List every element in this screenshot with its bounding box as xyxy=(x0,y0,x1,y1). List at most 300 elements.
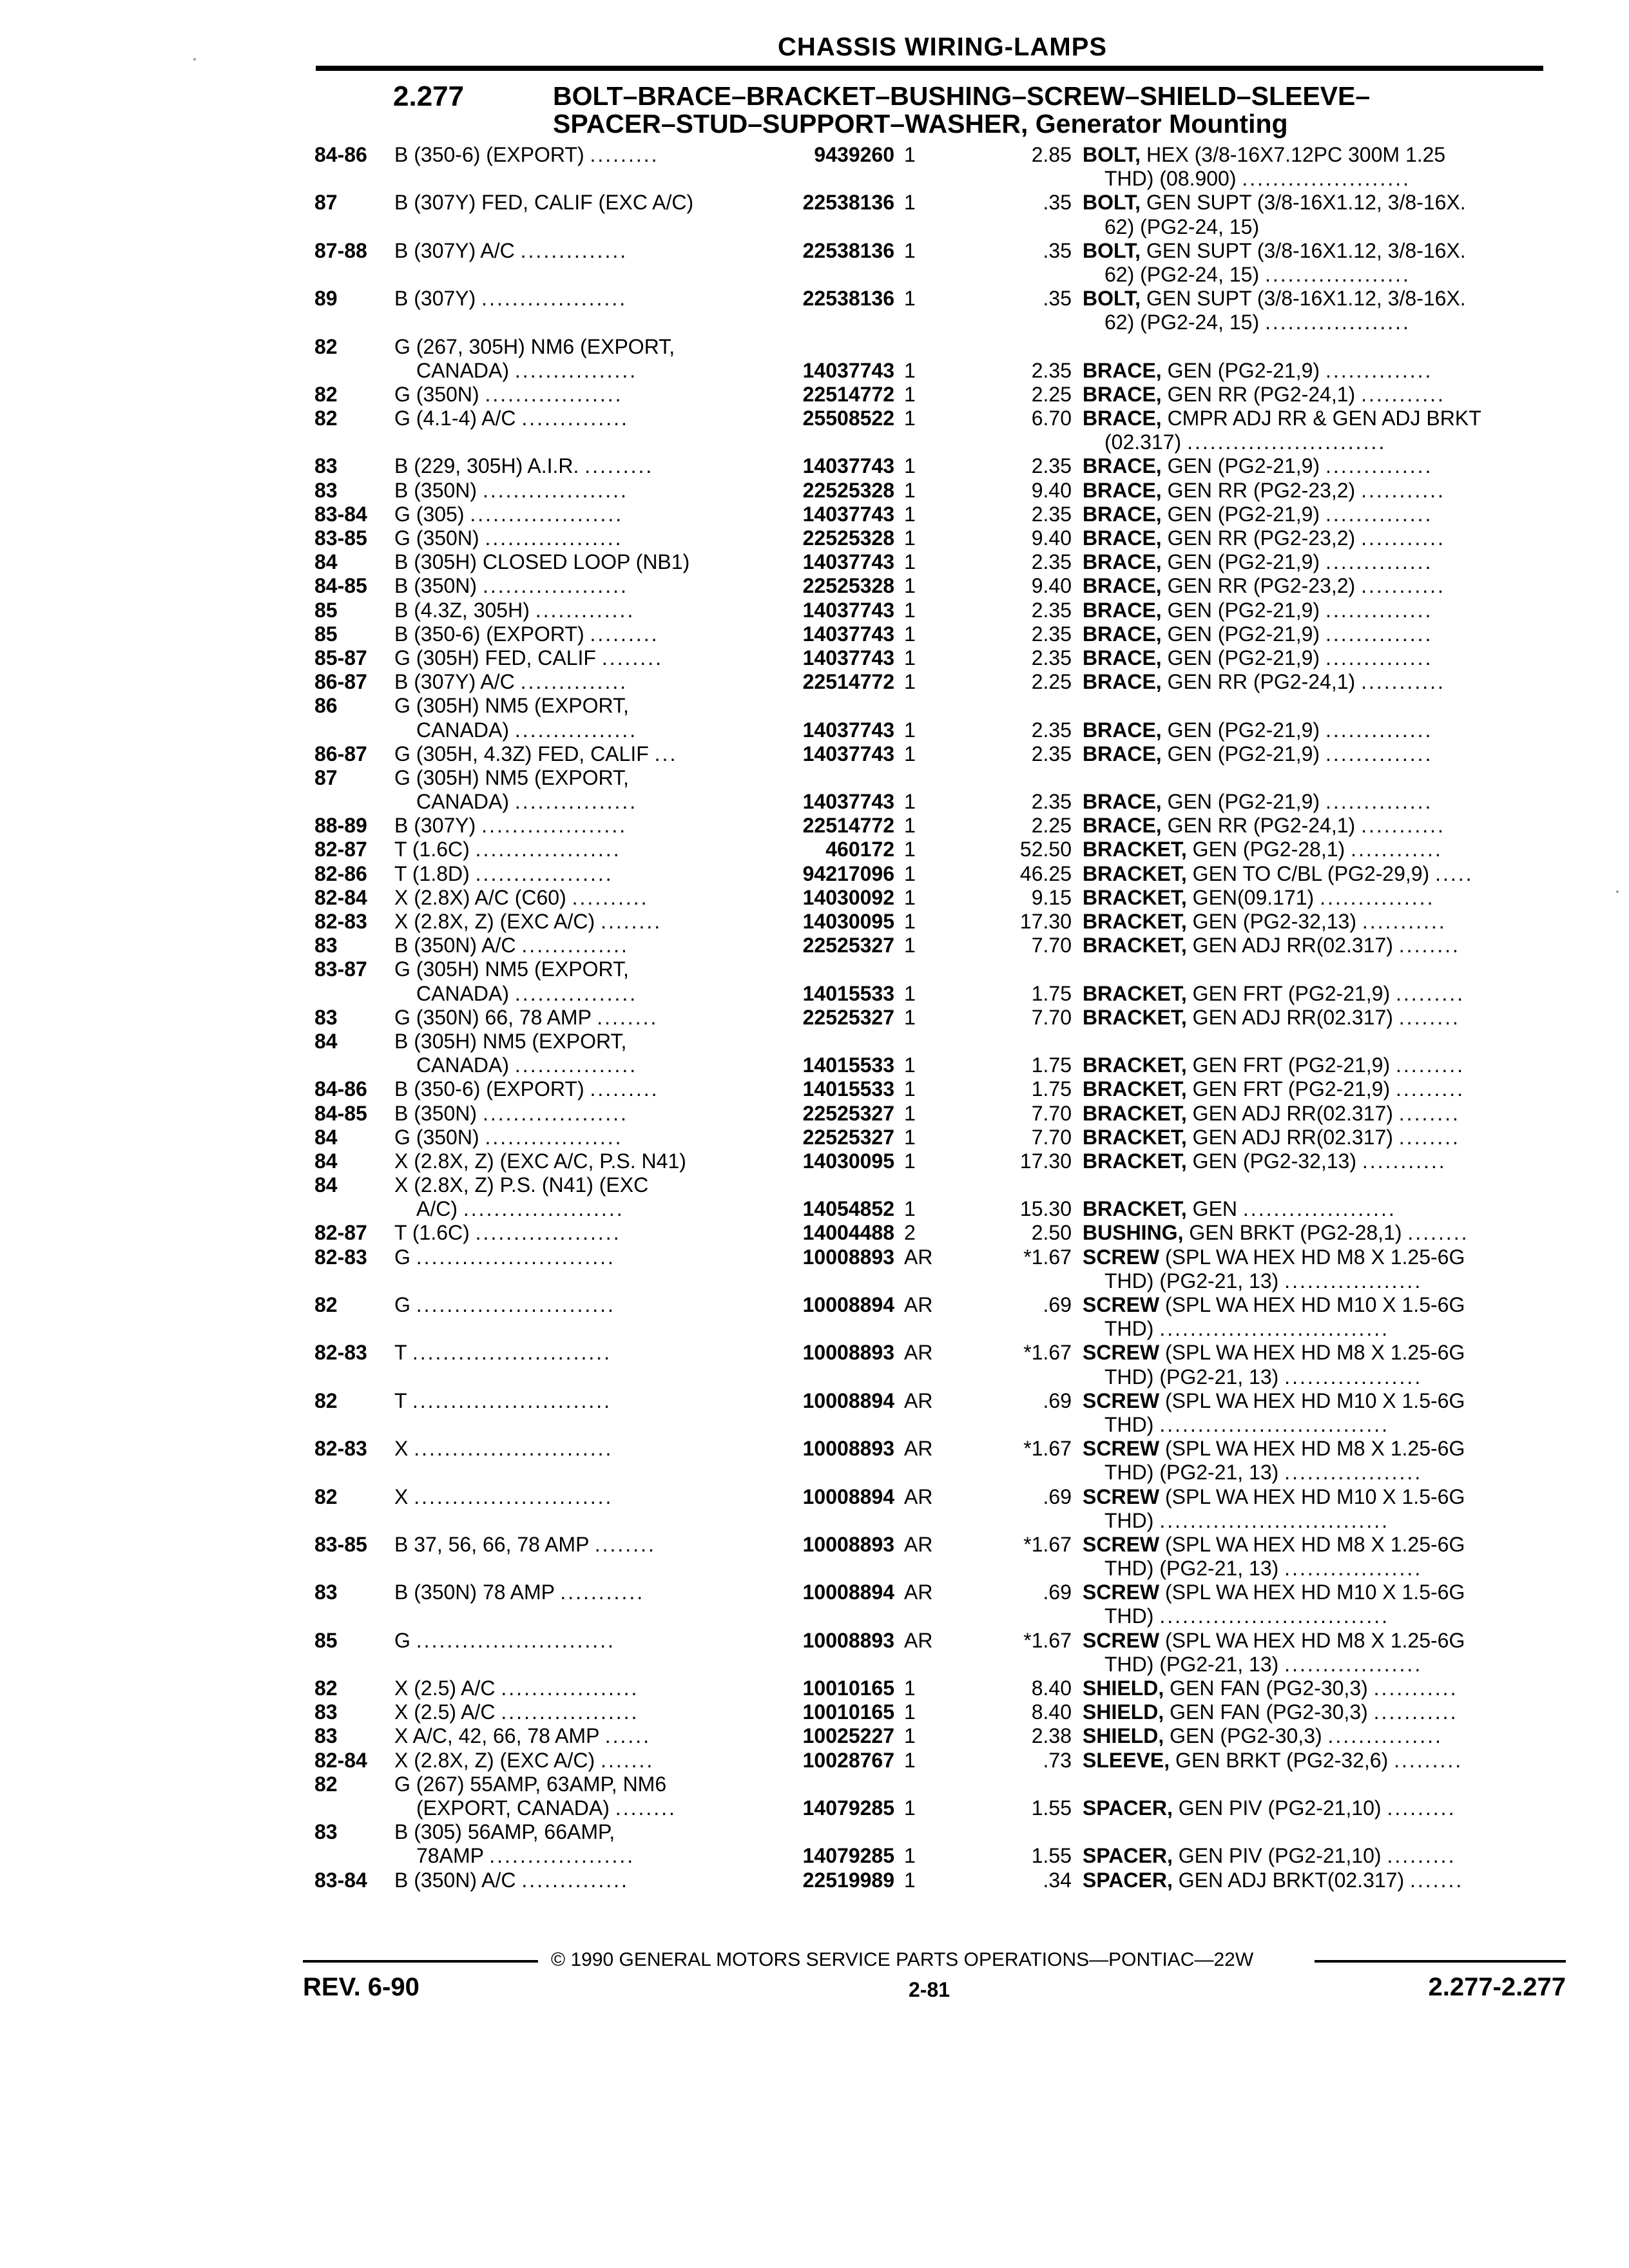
description-cell xyxy=(1083,479,1547,503)
description-cell xyxy=(1083,167,1568,191)
application-cell xyxy=(394,1102,1065,1126)
dot-leader: ................ xyxy=(514,790,638,814)
application-text: B (305) 56AMP, 66AMP, xyxy=(394,1820,615,1844)
description-cell xyxy=(1083,1126,1547,1149)
application-cell xyxy=(394,1341,1065,1365)
dot-leader: .............. xyxy=(1325,454,1433,478)
application-cell xyxy=(394,479,1065,503)
part-number-cell: 14030095 xyxy=(753,1149,894,1173)
year-cell: 84-85 xyxy=(314,574,367,598)
table-row xyxy=(314,1724,1547,1748)
part-number-cell: 14030095 xyxy=(753,910,894,934)
dot-leader: ......... xyxy=(590,1077,659,1101)
description-cell xyxy=(1083,454,1547,478)
table-row xyxy=(314,622,1547,646)
part-name: BRACE, xyxy=(1083,574,1162,598)
year-cell: 84-86 xyxy=(314,1077,367,1101)
application-text: T (1.6C) xyxy=(394,1221,476,1245)
section-title-line1: BOLT–BRACE–BRACKET–BUSHING–SCREW–SHIELD–SLEEVE– xyxy=(553,81,1371,111)
price-cell: 2.35 xyxy=(1031,646,1072,669)
description-text: GEN BRKT (PG2-28,1) xyxy=(1183,1221,1408,1245)
part-number-cell: 10010165 xyxy=(753,1677,894,1700)
table-row xyxy=(314,766,1547,790)
part-name: BOLT, xyxy=(1083,191,1141,215)
page-title: CHASSIS WIRING-LAMPS xyxy=(777,33,1108,61)
description-text: GEN (PG2-21,9) xyxy=(1161,790,1325,814)
part-number-cell: 22514772 xyxy=(753,814,894,838)
application-text: G (350N) xyxy=(394,1125,485,1149)
application-text: G (305H) NM5 (EXPORT, xyxy=(394,957,629,981)
description-text: GEN (PG2-21,9) xyxy=(1161,454,1325,478)
footer-rule-left xyxy=(303,1960,538,1963)
description-cell xyxy=(1083,239,1547,263)
description-cell xyxy=(1083,838,1547,861)
description-text: GEN PIV (PG2-21,10) xyxy=(1172,1844,1387,1868)
quantity-cell: 1 xyxy=(904,1844,916,1868)
quantity-cell: 1 xyxy=(904,1700,916,1724)
quantity-cell: AR xyxy=(904,1245,933,1269)
price-cell: 1.75 xyxy=(1031,1077,1072,1101)
year-cell: 86-87 xyxy=(314,670,367,694)
table-row xyxy=(314,1197,1547,1221)
description-text: THD) (PG2-21, 13) xyxy=(1104,1557,1285,1581)
description-text: (SPL WA HEX HD M10 X 1.5-6G xyxy=(1159,1581,1465,1604)
description-text: GEN SUPT (3/8-16X1.12, 3/8-16X. xyxy=(1141,191,1466,215)
part-name: BRACE, xyxy=(1083,742,1162,765)
description-text: GEN FAN (PG2-30,3) xyxy=(1164,1700,1374,1724)
year-cell: 83-85 xyxy=(314,1532,367,1556)
year-cell: 82-83 xyxy=(314,1437,367,1461)
application-text: G xyxy=(394,1628,416,1652)
dot-leader: ........... xyxy=(1362,1149,1447,1173)
dot-leader: ................... xyxy=(475,1221,621,1245)
description-cell xyxy=(1083,383,1547,407)
description-cell xyxy=(1083,718,1547,742)
quantity-cell: 1 xyxy=(904,1748,916,1772)
quantity-cell: 1 xyxy=(904,1077,916,1101)
description-text: GEN ADJ BRKT(02.317) xyxy=(1172,1868,1410,1892)
price-cell: .73 xyxy=(1043,1748,1072,1772)
year-cell: 82 xyxy=(314,1389,338,1412)
price-cell: 2.35 xyxy=(1031,550,1072,574)
year-cell: 83-84 xyxy=(314,1868,367,1892)
dot-leader: ................... xyxy=(481,287,628,311)
application-cell xyxy=(394,1221,1065,1245)
application-cell xyxy=(394,407,1065,430)
table-row xyxy=(314,335,1547,359)
description-text: THD) (PG2-21, 13) xyxy=(1104,1461,1285,1485)
year-cell: 89 xyxy=(314,287,338,311)
part-name: BRACE, xyxy=(1083,646,1162,669)
part-name: SHIELD, xyxy=(1083,1700,1164,1724)
dot-leader: .............. xyxy=(1325,790,1433,814)
description-cell xyxy=(1083,1844,1547,1868)
table-row xyxy=(314,503,1547,526)
description-cell xyxy=(1083,742,1547,766)
description-text: (SPL WA HEX HD M8 X 1.25-6G xyxy=(1159,1437,1465,1461)
description-text: GEN (PG2-21,9) xyxy=(1161,622,1325,646)
part-name: SPACER, xyxy=(1083,1868,1173,1892)
dot-leader: ................... xyxy=(481,814,628,838)
part-number-cell: 10008894 xyxy=(753,1581,894,1604)
part-number-cell: 14004488 xyxy=(753,1221,894,1245)
description-cell xyxy=(1083,1485,1547,1509)
price-cell: 2.35 xyxy=(1031,622,1072,646)
part-number-cell: 22525328 xyxy=(753,526,894,550)
table-row xyxy=(314,599,1547,622)
year-cell: 85 xyxy=(314,1628,338,1652)
quantity-cell: AR xyxy=(904,1293,933,1316)
price-cell: 2.50 xyxy=(1031,1221,1072,1245)
part-name: BRACKET, xyxy=(1083,910,1187,933)
price-cell: .69 xyxy=(1043,1293,1072,1316)
description-text: GEN BRKT (PG2-32,6) xyxy=(1170,1748,1394,1772)
part-number-cell: 22514772 xyxy=(753,383,894,407)
part-name: SCREW xyxy=(1083,1532,1160,1556)
application-cell xyxy=(394,526,1065,550)
dot-leader: ........ xyxy=(597,1005,659,1029)
description-text: (SPL WA HEX HD M8 X 1.25-6G xyxy=(1159,1245,1465,1269)
year-cell: 82 xyxy=(314,407,338,430)
part-number-cell: 22519989 xyxy=(753,1869,894,1892)
application-text: B (307Y) A/C xyxy=(394,238,521,262)
application-cell xyxy=(394,1293,1065,1317)
part-name: BOLT, xyxy=(1083,238,1141,262)
dot-leader: .......... xyxy=(572,885,649,909)
description-cell xyxy=(1083,910,1547,934)
part-name: SCREW xyxy=(1083,1628,1160,1652)
application-cell xyxy=(394,1437,1065,1461)
application-cell xyxy=(394,1485,1065,1509)
dot-leader: ........... xyxy=(560,1581,645,1604)
application-cell xyxy=(394,910,1065,934)
price-cell: 2.85 xyxy=(1031,143,1072,166)
application-text: B (350N) xyxy=(394,574,483,598)
quantity-cell: 1 xyxy=(904,191,916,215)
dot-leader: ............... xyxy=(1327,1724,1443,1748)
quantity-cell: 1 xyxy=(904,861,916,885)
application-cell xyxy=(394,1533,1065,1557)
dot-leader: ............ xyxy=(1351,838,1443,861)
dot-leader: .............................. xyxy=(1159,1412,1390,1436)
price-cell: *1.67 xyxy=(1023,1437,1072,1461)
part-name: SCREW xyxy=(1083,1485,1160,1508)
application-cell xyxy=(394,239,1065,263)
part-number-cell: 14015533 xyxy=(753,1053,894,1077)
price-cell: .69 xyxy=(1043,1581,1072,1604)
part-number-cell: 14037743 xyxy=(753,622,894,646)
year-cell: 88-89 xyxy=(314,814,367,838)
dot-leader: .................. xyxy=(485,1125,623,1149)
description-text: GEN RR (PG2-24,1) xyxy=(1161,814,1362,838)
description-text: THD) xyxy=(1104,1317,1160,1341)
price-cell: 1.55 xyxy=(1031,1844,1072,1868)
year-cell: 87-88 xyxy=(314,238,367,262)
application-text: (EXPORT, CANADA) xyxy=(416,1796,615,1820)
year-cell: 84 xyxy=(314,1029,338,1053)
table-row xyxy=(314,1341,1547,1365)
copyright-notice: © 1990 GENERAL MOTORS SERVICE PARTS OPERATIONS—PONTIAC—22W xyxy=(551,1949,1254,1970)
quantity-cell: 1 xyxy=(904,934,916,957)
application-cell xyxy=(394,934,1065,957)
price-cell: 2.35 xyxy=(1031,358,1072,382)
price-cell: 1.75 xyxy=(1031,981,1072,1005)
description-text: GEN xyxy=(1186,1197,1243,1221)
table-row xyxy=(314,1677,1547,1700)
dot-leader: ........... xyxy=(1362,910,1447,933)
dot-leader: .............. xyxy=(521,407,629,430)
part-name: BRACE, xyxy=(1083,358,1162,382)
application-text: G (4.1-4) A/C xyxy=(394,407,522,430)
table-row xyxy=(314,1006,1547,1030)
quantity-cell: AR xyxy=(904,1581,933,1604)
application-cell xyxy=(394,1700,1065,1724)
description-cell xyxy=(1083,1461,1568,1485)
year-cell: 83 xyxy=(314,1724,338,1748)
description-cell xyxy=(1083,287,1547,311)
quantity-cell: 1 xyxy=(904,1724,916,1748)
application-text: 78AMP xyxy=(416,1844,490,1868)
dot-leader: ......... xyxy=(1396,1077,1465,1101)
application-text: B (350N) xyxy=(394,478,483,502)
table-row xyxy=(314,1749,1547,1773)
application-text: B (4.3Z, 305H) xyxy=(394,598,535,622)
table-row xyxy=(314,1293,1547,1317)
part-number-cell: 14079285 xyxy=(753,1796,894,1820)
application-cell xyxy=(394,335,1065,359)
parts-table xyxy=(314,143,1547,1892)
application-text: X xyxy=(394,1437,414,1461)
dot-leader: ................ xyxy=(514,718,638,742)
description-text: (SPL WA HEX HD M10 X 1.5-6G xyxy=(1159,1389,1465,1412)
application-text: CANADA) xyxy=(416,358,515,382)
table-row xyxy=(314,862,1547,886)
description-text: THD) (PG2-21, 13) xyxy=(1104,1652,1285,1676)
price-cell: 52.50 xyxy=(1019,838,1072,861)
table-row xyxy=(314,934,1547,957)
description-text: GEN (PG2-21,9) xyxy=(1161,550,1325,574)
dot-leader: .................. xyxy=(1284,1557,1423,1581)
description-cell xyxy=(1083,1677,1547,1700)
year-cell: 84 xyxy=(314,1149,338,1173)
dot-leader: .......................... xyxy=(1187,430,1387,454)
description-cell xyxy=(1083,1437,1547,1461)
application-cell xyxy=(394,1149,1065,1173)
application-cell xyxy=(394,1173,1065,1197)
table-row xyxy=(314,790,1547,814)
quantity-cell: 1 xyxy=(904,718,916,742)
dot-leader: ................... xyxy=(475,838,621,861)
price-cell: 2.38 xyxy=(1031,1724,1072,1748)
part-name: BOLT, xyxy=(1083,287,1141,311)
table-row xyxy=(314,359,1547,383)
section-title-suffix: Generator Mounting xyxy=(1028,109,1288,139)
description-text: GEN FRT (PG2-21,9) xyxy=(1186,1077,1396,1101)
dot-leader: .......................... xyxy=(412,1389,612,1412)
part-name: BRACE, xyxy=(1083,790,1162,814)
price-cell: 8.40 xyxy=(1031,1700,1072,1724)
price-cell: 46.25 xyxy=(1019,861,1072,885)
part-name: BRACE, xyxy=(1083,598,1162,622)
price-cell: 6.70 xyxy=(1031,407,1072,430)
application-cell xyxy=(394,1077,1065,1101)
application-text: G (305H) NM5 (EXPORT, xyxy=(394,694,629,718)
quantity-cell: 2 xyxy=(904,1221,916,1245)
quantity-cell: 1 xyxy=(904,526,916,550)
part-number-cell: 10008894 xyxy=(753,1293,894,1317)
description-text: (SPL WA HEX HD M8 X 1.25-6G xyxy=(1159,1341,1465,1365)
quantity-cell: 1 xyxy=(904,742,916,765)
year-cell: 82-87 xyxy=(314,838,367,861)
section-heading xyxy=(316,82,1543,142)
year-cell: 83 xyxy=(314,1700,338,1724)
part-number-cell: 22525327 xyxy=(753,1126,894,1149)
description-text: GEN (PG2-32,13) xyxy=(1186,1149,1362,1173)
dot-leader: ........ xyxy=(1407,1221,1469,1245)
table-row xyxy=(314,1413,1547,1437)
table-row xyxy=(314,1557,1547,1581)
dot-leader: ......... xyxy=(584,454,654,478)
price-cell: 2.35 xyxy=(1031,718,1072,742)
dot-leader: ......... xyxy=(1394,1748,1463,1772)
description-text: GEN (PG2-30,3) xyxy=(1164,1724,1328,1748)
application-cell xyxy=(394,1677,1065,1700)
quantity-cell: 1 xyxy=(904,1149,916,1173)
table-row xyxy=(314,1844,1547,1868)
price-cell: 7.70 xyxy=(1031,934,1072,957)
quantity-cell: 1 xyxy=(904,598,916,622)
application-cell xyxy=(394,1724,1065,1748)
table-row xyxy=(314,814,1547,838)
price-cell: 8.40 xyxy=(1031,1677,1072,1700)
table-row xyxy=(314,1629,1547,1653)
description-text: THD) (08.900) xyxy=(1104,167,1242,191)
description-text: GEN (PG2-21,9) xyxy=(1161,358,1325,382)
part-number-cell: 10028767 xyxy=(753,1749,894,1773)
dot-leader: ........ xyxy=(1398,934,1460,957)
table-row xyxy=(314,1030,1547,1053)
year-cell: 82-83 xyxy=(314,1245,367,1269)
application-cell xyxy=(394,1629,1065,1653)
page-header xyxy=(316,31,1543,71)
dot-leader: .................. xyxy=(485,382,623,406)
part-number-cell: 10008893 xyxy=(753,1341,894,1365)
table-row xyxy=(314,1796,1547,1820)
application-text: T (1.8D) xyxy=(394,861,476,885)
description-cell xyxy=(1083,886,1547,910)
quantity-cell: 1 xyxy=(904,1101,916,1125)
price-cell: 2.35 xyxy=(1031,454,1072,478)
part-number-cell: 14015533 xyxy=(753,1077,894,1101)
dot-leader: ...... xyxy=(604,1724,651,1748)
table-row xyxy=(314,215,1547,239)
price-cell: 2.25 xyxy=(1031,670,1072,694)
description-text: GEN (PG2-21,9) xyxy=(1161,646,1325,669)
description-text: (SPL WA HEX HD M10 X 1.5-6G xyxy=(1159,1485,1465,1508)
description-text: THD) (PG2-21, 13) xyxy=(1104,1269,1285,1293)
year-cell: 85-87 xyxy=(314,646,367,669)
table-row xyxy=(314,1317,1547,1341)
application-cell xyxy=(394,1030,1065,1053)
description-text: GEN RR (PG2-24,1) xyxy=(1161,382,1362,406)
description-cell xyxy=(1083,574,1547,598)
description-text: (02.317) xyxy=(1104,430,1188,454)
dot-leader: ........ xyxy=(1398,1005,1460,1029)
table-row xyxy=(314,1581,1547,1604)
description-text: GEN ADJ RR(02.317) xyxy=(1186,1125,1399,1149)
table-row xyxy=(314,191,1547,215)
application-cell xyxy=(394,1389,1065,1413)
description-cell xyxy=(1083,311,1568,334)
description-text: GEN RR (PG2-23,2) xyxy=(1161,478,1362,502)
description-text: GEN (PG2-28,1) xyxy=(1186,838,1351,861)
dot-leader: .......................... xyxy=(414,1485,613,1508)
part-number-cell: 14054852 xyxy=(753,1197,894,1221)
dot-leader: ................ xyxy=(514,1053,638,1077)
table-row xyxy=(314,1365,1547,1389)
description-text: GEN (PG2-21,9) xyxy=(1161,718,1325,742)
section-title xyxy=(553,82,1370,138)
table-row xyxy=(314,526,1547,550)
dot-leader: .................. xyxy=(1284,1365,1423,1389)
dot-leader: ........... xyxy=(1361,574,1445,598)
price-cell: 17.30 xyxy=(1019,1149,1072,1173)
dot-leader: ........ xyxy=(594,1532,656,1556)
table-row xyxy=(314,1437,1547,1461)
dot-leader: .......................... xyxy=(414,1437,613,1461)
scan-speck xyxy=(1616,890,1619,893)
application-text: CANADA) xyxy=(416,718,515,742)
part-number-cell: 22538136 xyxy=(753,191,894,215)
description-cell xyxy=(1083,1102,1547,1126)
application-text: B (350-6) (EXPORT) xyxy=(394,1077,590,1101)
year-cell: 84 xyxy=(314,1173,338,1197)
dot-leader: ......... xyxy=(1396,1053,1465,1077)
part-number-cell: 22538136 xyxy=(753,287,894,311)
table-row xyxy=(314,1461,1547,1485)
application-cell xyxy=(394,1245,1065,1269)
dot-leader: .............................. xyxy=(1159,1508,1390,1532)
year-cell: 84-85 xyxy=(314,1101,367,1125)
application-text: G (305H) NM5 (EXPORT, xyxy=(394,765,629,789)
part-name: BRACE, xyxy=(1083,454,1162,478)
description-cell xyxy=(1083,359,1547,383)
year-cell: 82 xyxy=(314,382,338,406)
description-text: (SPL WA HEX HD M10 X 1.5-6G xyxy=(1159,1293,1465,1316)
application-text: X (2.5) A/C xyxy=(394,1700,501,1724)
application-cell xyxy=(394,287,1065,311)
price-cell: 2.35 xyxy=(1031,742,1072,765)
dot-leader: .................. xyxy=(1284,1652,1423,1676)
quantity-cell: 1 xyxy=(904,838,916,861)
year-cell: 84-86 xyxy=(314,143,367,166)
application-text: G (305) xyxy=(394,502,470,526)
table-row xyxy=(314,742,1547,766)
table-row xyxy=(314,407,1547,430)
application-text: A/C) xyxy=(416,1197,463,1221)
price-cell: 7.70 xyxy=(1031,1101,1072,1125)
application-cell xyxy=(394,1869,1065,1892)
table-row xyxy=(314,982,1547,1006)
description-cell xyxy=(1083,550,1547,574)
description-cell xyxy=(1083,1365,1568,1389)
table-row xyxy=(314,694,1547,718)
application-text: B 37, 56, 66, 78 AMP xyxy=(394,1532,595,1556)
application-text: X (2.8X, Z) (EXC A/C) xyxy=(394,910,601,933)
dot-leader: .................. xyxy=(1284,1269,1423,1293)
application-cell xyxy=(394,670,1065,694)
part-name: BRACE, xyxy=(1083,622,1162,646)
